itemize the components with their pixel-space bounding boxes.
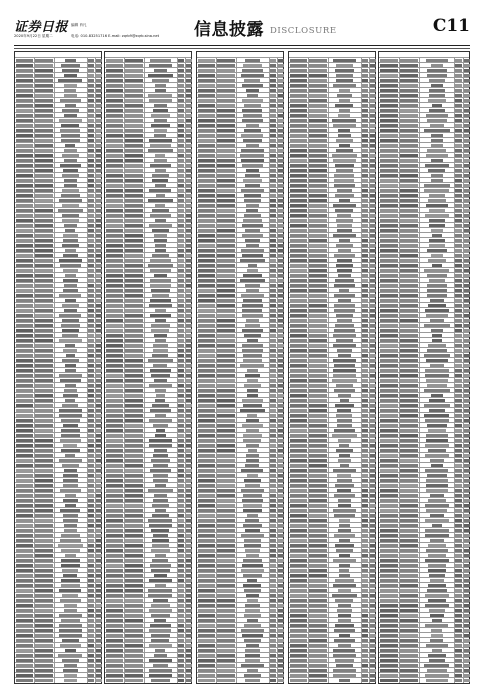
table-row: [289, 677, 375, 683]
masthead: [14, 18, 470, 44]
page-number: C11: [432, 16, 470, 36]
table-column: [288, 51, 376, 684]
contact-line: 电话: 010-83251716 E-mail: zqrb9@zqrb.sina.net: [71, 34, 160, 38]
table-column: [104, 51, 192, 684]
table-row: [197, 677, 283, 683]
table-row: [15, 677, 101, 683]
table-column: [14, 51, 102, 684]
section-title: 信息披露: [194, 20, 264, 40]
masthead-rule: [14, 45, 470, 46]
newspaper-logo: 证券日报: [14, 20, 69, 35]
table-row: [105, 677, 191, 683]
dateline: 2020年9月22日 星期二: [14, 34, 53, 38]
table-column: [378, 51, 470, 684]
section-title-english: DISCLOSURE: [270, 26, 337, 36]
table-row: [379, 677, 469, 683]
masthead-rule-thin: [14, 48, 470, 49]
editor-line: 编辑 肖凡: [71, 23, 87, 27]
table-column: [196, 51, 284, 684]
